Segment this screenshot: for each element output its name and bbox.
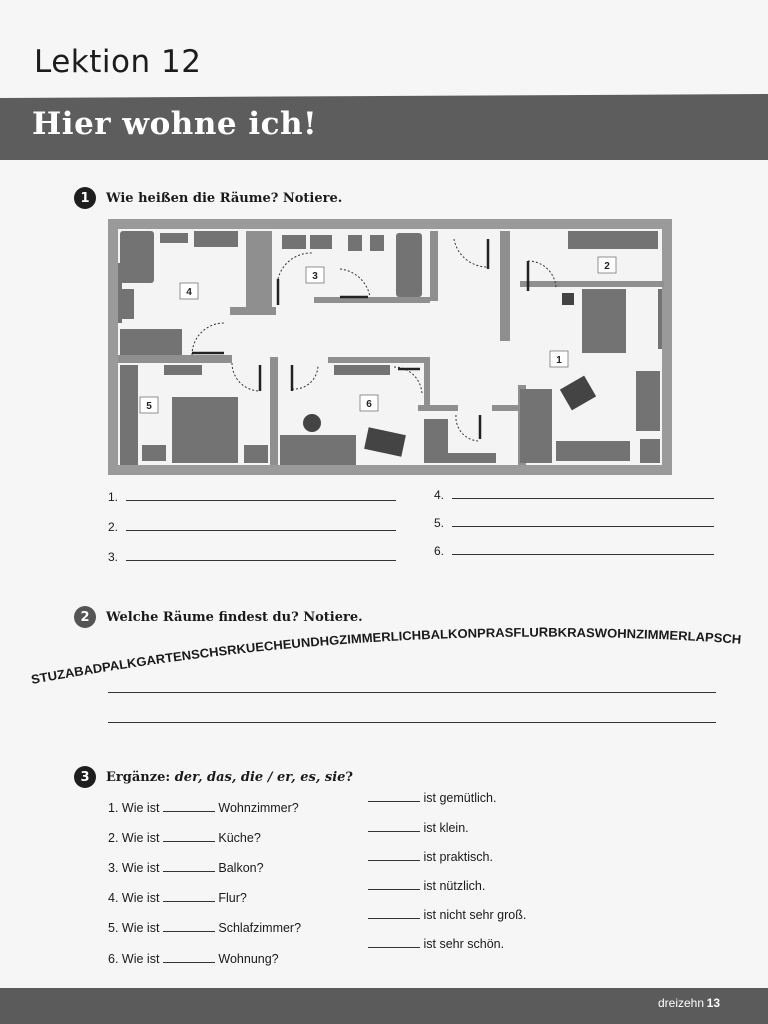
blank[interactable] (368, 860, 420, 861)
answer-line-1[interactable] (108, 490, 396, 504)
blank[interactable] (163, 901, 215, 902)
blank[interactable] (368, 801, 420, 802)
blank[interactable] (163, 931, 215, 932)
exercise-2-line-1[interactable] (108, 692, 716, 693)
answer-number: 2. (108, 520, 119, 534)
exercise-3-answer-3: ist praktisch. (368, 850, 493, 864)
blank[interactable] (368, 947, 420, 948)
exercise-1-header (74, 187, 342, 209)
exercise-3-item-3: 3. Wie ist Balkon? (108, 861, 264, 875)
exercise-2-number: 2 (74, 606, 96, 628)
answer-line-6[interactable] (434, 544, 714, 558)
answer-line-4[interactable] (434, 488, 714, 502)
blank[interactable] (368, 889, 420, 890)
exercise-3-header (74, 766, 353, 788)
svg-text:STUZABADPALKGARTENSCHSRKUECHEU (30, 626, 742, 687)
blank[interactable] (163, 841, 215, 842)
exercise-3-answer-5: ist nicht sehr groß. (368, 908, 526, 922)
room-label-5: 5 (146, 401, 152, 412)
room-label-2: 2 (604, 261, 610, 272)
room-label-3: 3 (312, 271, 318, 282)
exercise-2-line-2[interactable] (108, 722, 716, 723)
exercise-3-item-5: 5. Wie ist Schlafzimmer? (108, 921, 302, 935)
room-label-4: 4 (186, 287, 192, 298)
exercise-1-number: 1 (74, 187, 96, 209)
answer-line-3[interactable] (108, 550, 396, 564)
answer-line-5[interactable] (434, 516, 714, 530)
answer-line-2[interactable] (108, 520, 396, 534)
blank[interactable] (163, 811, 215, 812)
answer-number: 4. (434, 488, 445, 502)
blank[interactable] (163, 871, 215, 872)
exercise-3-item-1: 1. Wie ist Wohnzimmer? (108, 801, 299, 815)
letter-snake-text: STUZABADPALKGARTENSCHSRKUECHEUNDHGZIMMERLICHBALKONPRASFLURBKRASWOHNZIMMERLAPSCH (30, 625, 742, 687)
exercise-3-number: 3 (74, 766, 96, 788)
exercise-3-answer-1: ist gemütlich. (368, 791, 496, 805)
exercise-1-instruction: Wie heißen die Räume? Notiere. (106, 190, 343, 206)
blank[interactable] (368, 918, 420, 919)
room-label-1: 1 (556, 355, 562, 366)
lesson-heading: Lektion 12 (34, 44, 202, 80)
exercise-3-item-6: 6. Wie ist Wohnung? (108, 952, 279, 966)
exercise-3-answer-4: ist nützlich. (368, 879, 485, 893)
exercise-3-item-2: 2. Wie ist Küche? (108, 831, 261, 845)
blank[interactable] (163, 962, 215, 963)
page-footer (0, 988, 768, 1024)
answer-number: 6. (434, 544, 445, 558)
exercise-3-instruction: Ergänze: der, das, die / er, es, sie? (106, 769, 354, 785)
exercise-3-item-4: 4. Wie ist Flur? (108, 891, 247, 905)
answer-number: 5. (434, 516, 445, 530)
page-number-word: dreizehn (657, 996, 704, 1010)
answer-number: 3. (108, 550, 119, 564)
page-number: 13 (706, 996, 720, 1010)
answer-number: 1. (108, 490, 119, 504)
blank[interactable] (368, 831, 420, 832)
exercise-2-instruction: Welche Räume findest du? Notiere. (106, 609, 363, 625)
letter-snake (30, 618, 746, 690)
floor-plan (108, 219, 672, 475)
room-label-6: 6 (366, 399, 372, 410)
exercise-3-answer-6: ist sehr schön. (368, 937, 504, 951)
page-title: Hier wohne ich! (32, 106, 318, 142)
exercise-3-answer-2: ist klein. (368, 821, 469, 835)
